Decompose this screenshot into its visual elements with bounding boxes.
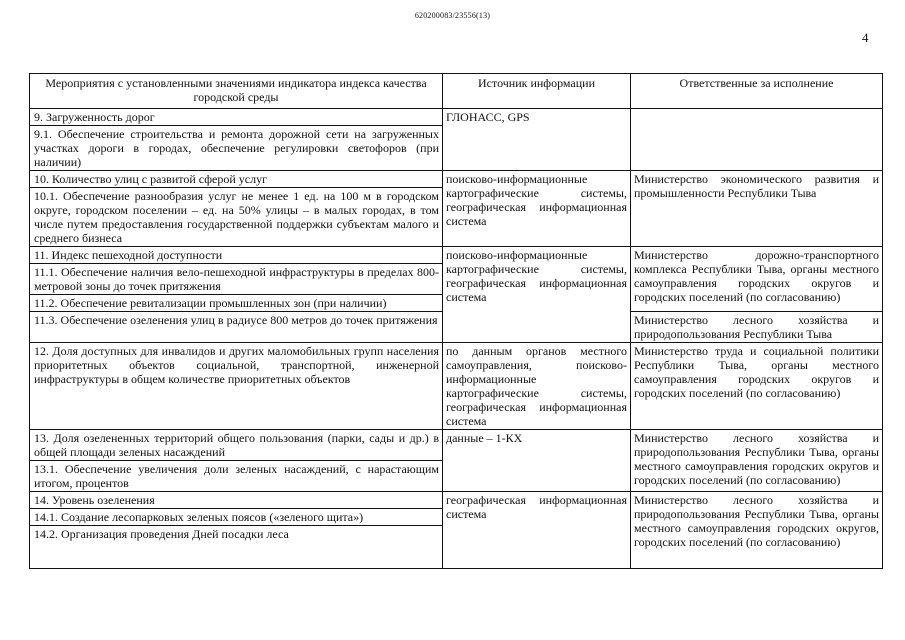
measure-cell: 12. Доля доступных для инвалидов и других маломобильных групп населения приоритетных объектов социальной, транспортной, инженерной инфраструктуры в общем количестве приоритетных объектов (30, 343, 443, 430)
measure-cell: 11.3. Обеспечение озеленения улиц в радиусе 800 метров до точек притяжения (30, 312, 443, 343)
source-cell: поисково-информационные картографические системы, географическая информационная система (443, 171, 631, 247)
table-row (30, 492, 883, 509)
responsible-cell: Министерство лесного хозяйства и природопользования Республики Тыва, органы местного самоуправления городских округов и городских поселений (по согласованию) (631, 430, 883, 492)
measures-table (29, 73, 883, 569)
measure-cell: 11. Индекс пешеходной доступности (30, 247, 443, 264)
measure-cell: 13.1. Обеспечение увеличения доли зеленых насаждений, с нарастающим итогом, процентов (30, 461, 443, 492)
header-measures: Мероприятия с установленными значениями индикатора индекса качества городской среды (30, 74, 443, 109)
responsible-cell: Министерство дорожно-транспортного комплекса Республики Тыва, органы местного самоуправления городских округов и городских поселений (по согласованию) (631, 247, 883, 312)
measure-cell: 10. Количество улиц с развитой сферой услуг (30, 171, 443, 188)
table-row (30, 343, 883, 430)
table-row (30, 109, 883, 126)
measure-cell: 14. Уровень озеленения (30, 492, 443, 509)
responsible-cell (631, 109, 883, 171)
measure-cell: 9. Загруженность дорог (30, 109, 443, 126)
table-header-row (30, 74, 883, 109)
responsible-cell: Министерство экономического развития и промышленности Республики Тыва (631, 171, 883, 247)
responsible-cell: Министерство лесного хозяйства и природопользования Республики Тыва (631, 312, 883, 343)
responsible-cell: Министерство труда и социальной политики Республики Тыва, органы местного самоуправления городских округов и городских поселений (по согласованию) (631, 343, 883, 430)
table-row (30, 247, 883, 264)
measure-cell: 14.2. Организация проведения Дней посадки леса (30, 526, 443, 569)
responsible-cell: Министерство лесного хозяйства и природопользования Республики Тыва, органы местного самоуправления городских округов, городских поселений (по согласованию) (631, 492, 883, 569)
measure-cell: 13. Доля озелененных территорий общего пользования (парки, сады и др.) в общей площади зеленых насаждений (30, 430, 443, 461)
source-cell: ГЛОНАСС, GPS (443, 109, 631, 171)
measure-cell: 11.2. Обеспечение ревитализации промышленных зон (при наличии) (30, 295, 443, 312)
source-cell: географическая информационная система (443, 492, 631, 569)
measure-cell: 14.1. Создание лесопарковых зеленых поясов («зеленого щита») (30, 509, 443, 526)
table-row (30, 430, 883, 461)
measure-cell: 9.1. Обеспечение строительства и ремонта дорожной сети на загруженных участках дороги в городах, обеспечение регулировки светофоров (при наличии) (30, 126, 443, 171)
source-cell: данные – 1-КХ (443, 430, 631, 492)
page-number: 4 (862, 30, 869, 45)
source-cell: поисково-информационные картографические системы, географическая информационная система (443, 247, 631, 343)
measure-cell: 11.1. Обеспечение наличия вело-пешеходной инфраструктуры в пределах 800-метровой зоны до точек притяжения (30, 264, 443, 295)
source-cell: по данным органов местного самоуправления, поисково-информационные картографические системы, географическая информационная система (443, 343, 631, 430)
header-source: Источник информации (443, 74, 631, 109)
document-id: 620200083/23556(13) (414, 11, 491, 20)
table-row (30, 171, 883, 188)
measure-cell: 10.1. Обеспечение разнообразия услуг не менее 1 ед. на 100 м в городском округе, городском поселении – ед. на 50% улицы – в малых городах, в том числе путем предоставления государственной поддержки субъектам малого и среднего бизнеса (30, 188, 443, 247)
header-responsible: Ответственные за исполнение (631, 74, 883, 109)
